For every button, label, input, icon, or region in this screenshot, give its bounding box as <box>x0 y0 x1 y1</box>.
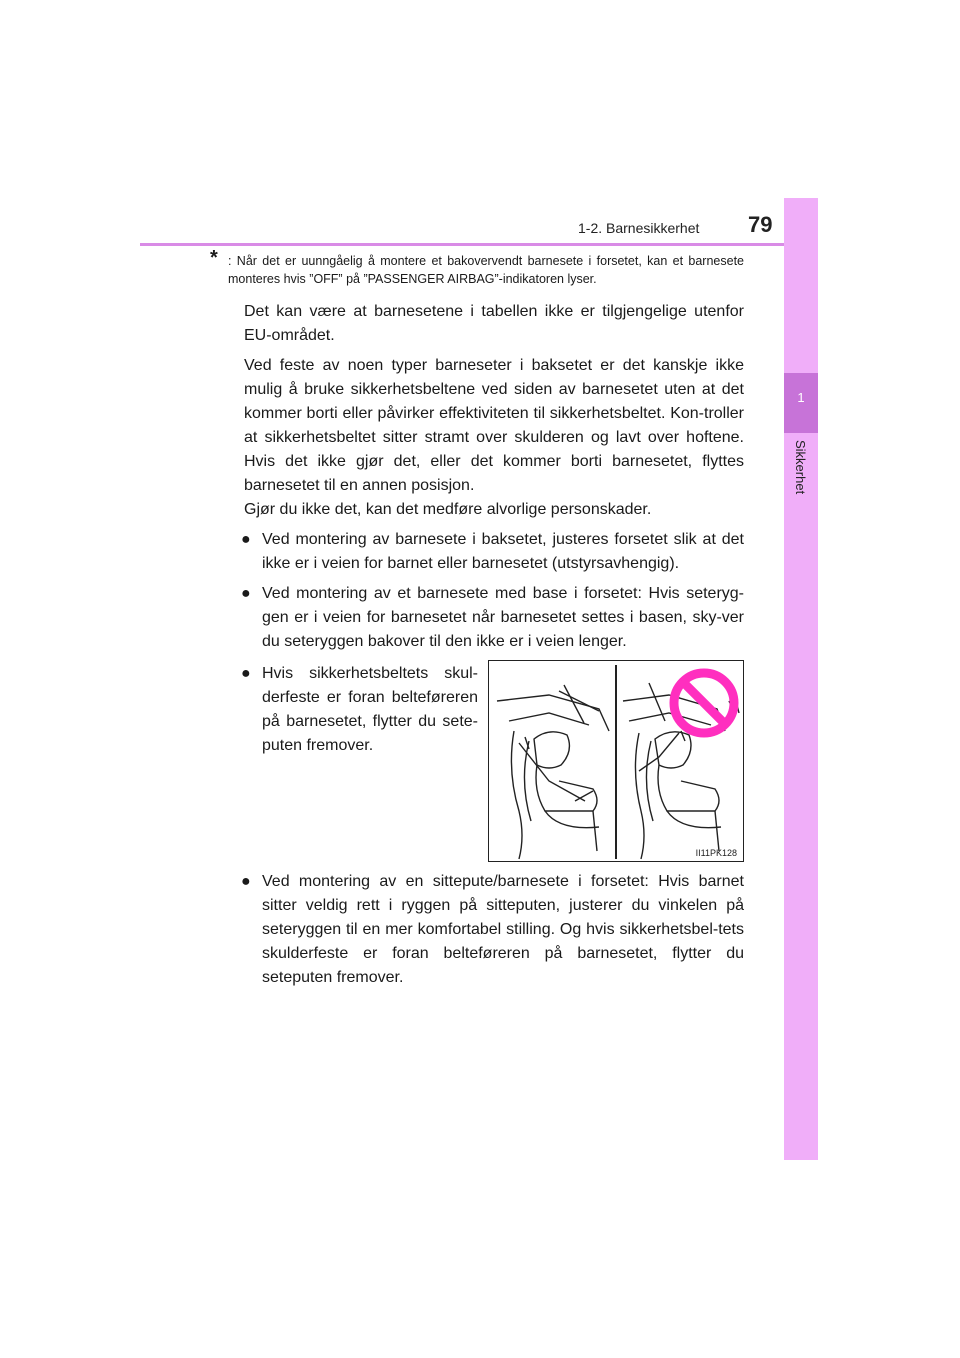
list-item <box>241 528 744 576</box>
bullet-text: Ved montering av en sittepute/barnesete i forsetet: Hvis barnet sitter veldig rett i ryggen på sitteputen, justerer du vinkelen på seteryggen til en mer komfortabel stilling. Og hvis sikkerhetsbel-tets skulderfeste er foran belteføreren på barnesetet, flytter du seteputen fremover. <box>262 873 744 986</box>
bullet-icon: ● <box>241 665 251 682</box>
header-rule <box>140 243 818 246</box>
list-item <box>241 870 744 990</box>
list-item <box>241 582 744 654</box>
chapter-side-tab[interactable] <box>784 198 818 1160</box>
bullet-text: Ved montering av et barnesete med base i forsetet: Hvis seteryg-gen er i veien for barnesetet når barnesetet settes i basen, sky-ver du seteryggen bakover til den ikke er i veien lenger. <box>262 585 744 650</box>
section-title: 1-2. Barnesikkerhet <box>578 220 700 236</box>
paragraph-seatbelt-check: Ved feste av noen typer barneseter i baksetet er det kanskje ikke mulig å bruke sikkerhetsbeltene ved siden av barnesetet uten at det kommer borti eller påvirker effektiviteten til sikkerhetsbeltet. Kon-troller at sikkerhetsbeltet sitter stramt over skulderen og lavt over hoftene. Hvis det ikke gjør det, eller det kommer borti barnesetet, flyttes barnesetet til en annen posisjon. <box>244 357 744 494</box>
figure-code: II11PK128 <box>695 848 737 858</box>
paragraph-warning: Gjør du ikke det, kan det medføre alvorlige personskader. <box>244 501 652 518</box>
chapter-label: Sikkerhet <box>793 440 808 495</box>
page-number: 79 <box>748 212 773 237</box>
list-item <box>241 662 478 856</box>
chapter-number: 1 <box>797 390 805 405</box>
car-seat-diagram <box>489 661 743 861</box>
prohibited-icon <box>674 673 734 733</box>
bullet-text: Ved montering av barnesete i baksetet, justeres forsetet slik at det ikke er i veien for barnet eller barnesetet (utstyrsavhengig). <box>262 531 744 572</box>
footnote <box>210 247 744 288</box>
footnote-text: : Når det er uunngåelig å montere et bakovervendt barnesete i forsetet, kan et barnesete monteres hvis ”OFF” på ”PASSENGER AIRBAG”-indikatoren lyser. <box>228 254 744 286</box>
bullet-icon: ● <box>241 873 251 890</box>
bullet-icon: ● <box>241 585 251 602</box>
paragraph-availability: Det kan være at barnesetene i tabellen ikke er tilgjengelige utenfor EU-området. <box>244 303 744 344</box>
bullet-text: Hvis sikkerhetsbeltets skul-derfeste er foran belteføreren på barnesetet, flytter du sete-puten fremover. <box>262 665 478 754</box>
bullet-icon: ● <box>241 531 251 548</box>
bullet-with-figure <box>228 660 744 862</box>
footnote-marker: * <box>210 247 218 269</box>
child-seat-illustration <box>488 660 744 862</box>
page-content <box>210 247 744 996</box>
